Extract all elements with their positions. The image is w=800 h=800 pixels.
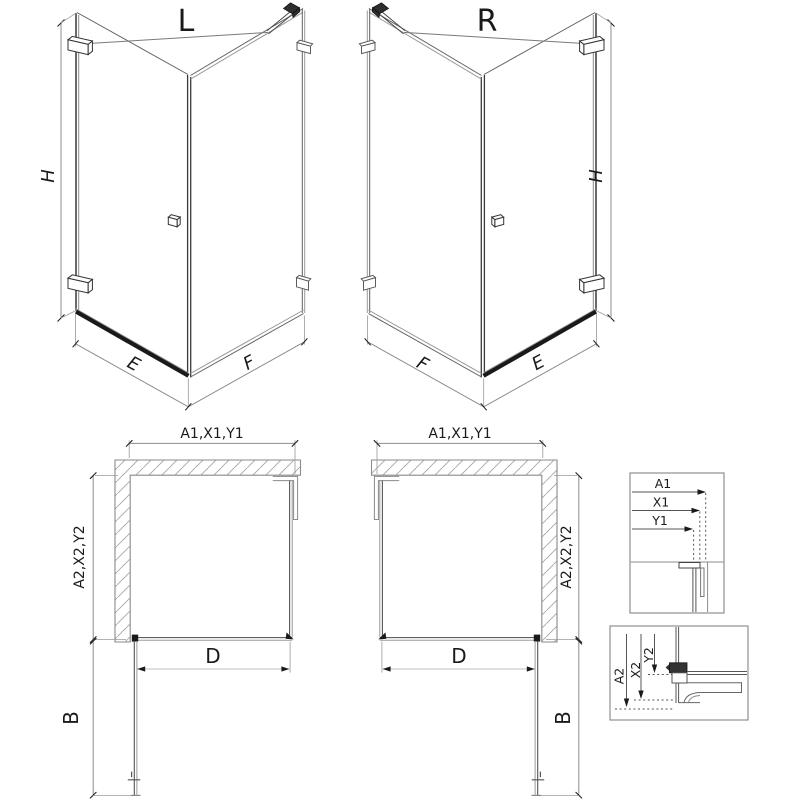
iso-view-right <box>359 3 614 411</box>
plan-right-side-dim-label: A2,X2,Y2 <box>559 525 575 589</box>
detail-x1-label: X1 <box>652 494 670 510</box>
detail-y1-label: Y1 <box>652 513 668 528</box>
plan-left-walls <box>115 460 301 642</box>
plan-view-left <box>59 426 301 798</box>
detail-y2-label: Y2 <box>641 647 656 663</box>
detail-box-horizontal <box>630 473 724 613</box>
plan-left-top-dim-label: A1,X1,Y1 <box>180 426 244 442</box>
plan-right-walls <box>372 460 558 642</box>
iso-left-e-label: E <box>123 352 144 377</box>
iso-right-f-label: F <box>413 352 433 376</box>
iso-view-left <box>38 3 313 411</box>
iso-left-f-label: F <box>239 351 259 375</box>
iso-left-title: L <box>177 4 195 39</box>
iso-right-title: R <box>476 4 498 39</box>
plan-left-b-label: B <box>59 711 83 725</box>
detail-a2-label: A2 <box>611 667 627 685</box>
plan-right-b-label: B <box>551 711 575 725</box>
plan-right-d-label: D <box>451 644 467 668</box>
plan-right-top-dim-label: A1,X1,Y1 <box>428 426 492 442</box>
detail-box-vertical <box>610 626 748 720</box>
iso-left-height-label: H <box>38 169 59 183</box>
plan-view-right <box>372 426 583 798</box>
plan-left-side-dim-label: A2,X2,Y2 <box>72 525 88 589</box>
detail-x2-label: X2 <box>628 661 643 679</box>
detail-a1-label: A1 <box>654 476 672 491</box>
iso-right-height-label: H <box>586 169 607 183</box>
iso-right-e-label: E <box>528 351 549 376</box>
plan-left-d-label: D <box>205 644 221 668</box>
